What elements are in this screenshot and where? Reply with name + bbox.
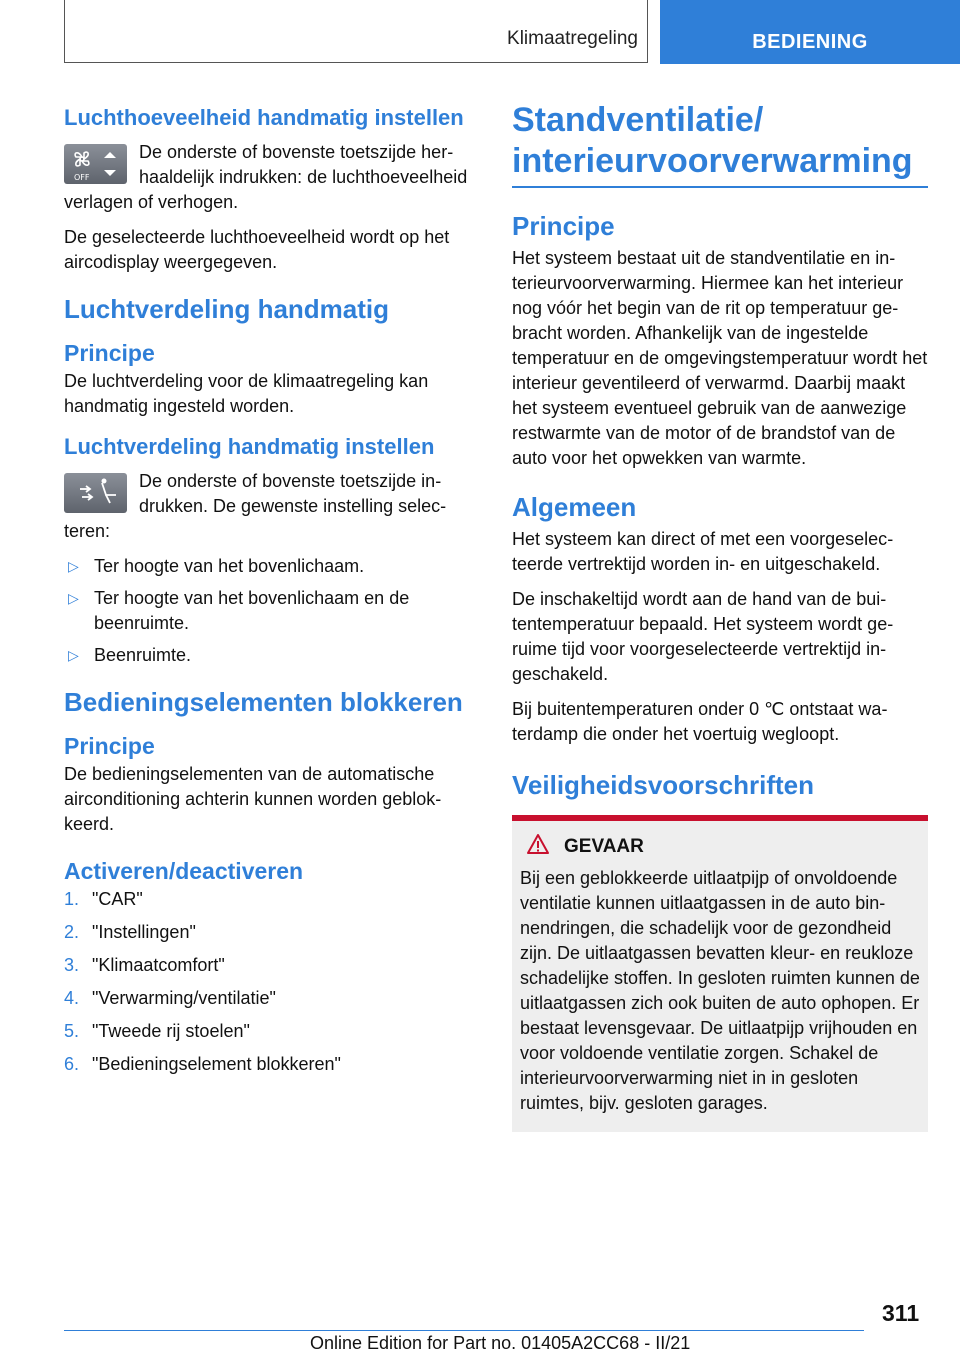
distribution-options bbox=[64, 554, 480, 668]
list-item: 3. "Klimaatcomfort" bbox=[64, 955, 225, 975]
page-title: Standventilatie/ interieurvoorverwarming bbox=[512, 100, 928, 188]
general-text-2: De inschakeltijd wordt aan de hand van de buitentemperatuur bepaald. Het systeem wordt geruime tijd voor voorgeselecteerde vertrektijd ingeschakeld. bbox=[512, 589, 894, 684]
page-number: 311 bbox=[882, 1300, 920, 1326]
airflow-instruction bbox=[64, 140, 480, 215]
list-item: 5. "Tweede rij stoelen" bbox=[64, 1021, 250, 1041]
heading-airflow: Luchthoeveelheid handmatig instellen bbox=[64, 105, 464, 130]
general-text-3: Bij buitentemperaturen onder 0 ℃ ontstaat waterdamp die onder het voertuig wegloopt. bbox=[512, 699, 888, 744]
right-column bbox=[512, 100, 928, 1132]
heading-activate: Activeren/deactiveren bbox=[64, 858, 304, 884]
list-item: ▷ Ter hoogte van het bovenlichaam en de beenruimte. bbox=[68, 588, 410, 633]
triangle-bullet-icon: ▷ bbox=[68, 590, 79, 606]
list-item: ▷ Beenruimte. bbox=[64, 643, 480, 668]
warning-text: Bij een geblokkeerde uitlaatpijp of onvoldoende ventilatie kunnen uitlaatgassen in de auto binnendringen, die schadelijk voor de gezondheid zijn. De uitlaatgassen bevatten kleur- en reukloze schadelijke stoffen. In gesloten ruimten kunnen de uitlaatgassen zich ook buiten de auto ophopen. Er bestaat levensgevaar. De uitlaatpijp vrijhouden en voor voldoende ventilatie zorgen. Schakel de interieurvoorverwarming niet in in gesloten ruimtes, bijv. gesloten garages. bbox=[520, 868, 920, 1113]
warning-box bbox=[512, 815, 928, 1132]
distribution-text: De onderste of bovenste toetszijde indrukken. De gewenste instelling selecteren: bbox=[64, 471, 447, 541]
heading-general: Algemeen bbox=[512, 492, 637, 522]
list-item: 2. "Instellingen" bbox=[64, 922, 196, 942]
warning-header bbox=[520, 833, 920, 860]
heading-principle-1: Principe bbox=[64, 340, 155, 366]
list-item: 4. "Verwarming/ventilatie" bbox=[64, 988, 276, 1008]
principle-right-text: Het systeem bestaat uit de standventilatie en interieurvoorverwarming. Hiermee kan het interieur nog vóór het begin van de rit op temperatuur gebracht worden. Afhankelijk van de ingestelde temperatuur en de omgevingstemperatuur wordt het interieur geventileerd of verwarmd. Daarbij maakt het systeem eventueel gebruik van de aanwezige restwarmte van de motor of de brandstof van de auto voor het opwekken van warmte. bbox=[512, 248, 928, 468]
triangle-bullet-icon: ▷ bbox=[68, 558, 79, 574]
principle-2-text: De bedieningselementen van de automatische airconditioning achterin kunnen worden geblokkeerd. bbox=[64, 764, 442, 834]
warning-label: GEVAAR bbox=[564, 835, 644, 857]
heading-safety: Veiligheidsvoorschriften bbox=[512, 770, 814, 800]
triangle-bullet-icon: ▷ bbox=[68, 647, 79, 663]
heading-principle-right: Principe bbox=[512, 211, 615, 241]
activate-steps bbox=[64, 887, 480, 1077]
heading-block: Bedieningselementen blokkeren bbox=[64, 687, 463, 717]
airflow-text: De onderste of bovenste toetszijde herhaaldelijk indrukken: de luchthoeveelheid verlagen of verhogen. bbox=[64, 142, 468, 212]
fan-off-button-icon bbox=[64, 144, 127, 184]
principle-1-text: De luchtverdeling voor de klimaatregeling kan handmatig ingesteld worden. bbox=[64, 371, 429, 416]
airflow-display-text: De geselecteerde luchthoeveelheid wordt op het aircodisplay weergegeven. bbox=[64, 227, 450, 272]
heading-distribution-set: Luchtverdeling handmatig instellen bbox=[64, 434, 435, 459]
list-item: 1. "CAR" bbox=[64, 889, 143, 909]
distribution-instruction bbox=[64, 469, 480, 544]
list-item: ▷ Ter hoogte van het bovenlichaam. bbox=[64, 554, 480, 579]
section-title: Klimaatregeling bbox=[507, 28, 638, 49]
footer-divider bbox=[64, 1330, 864, 1331]
chapter-label: BEDIENING bbox=[752, 31, 868, 53]
heading-principle-2: Principe bbox=[64, 733, 155, 759]
left-column bbox=[64, 100, 480, 1085]
general-text-1: Het systeem kan direct of met een voorgeselecteerde vertrektijd worden in- en uitgeschakeld. bbox=[512, 529, 894, 574]
svg-text:OFF: OFF bbox=[74, 173, 90, 182]
warning-triangle-icon bbox=[526, 833, 550, 860]
air-distribution-button-icon bbox=[64, 473, 127, 513]
chapter-tab[interactable] bbox=[660, 0, 960, 64]
list-item: 6. "Bedieningselement blokkeren" bbox=[64, 1054, 341, 1074]
edition-footer: Online Edition for Part no. 01405A2CC68 - II/21 bbox=[310, 1333, 691, 1353]
heading-distribution: Luchtverdeling handmatig bbox=[64, 294, 390, 324]
